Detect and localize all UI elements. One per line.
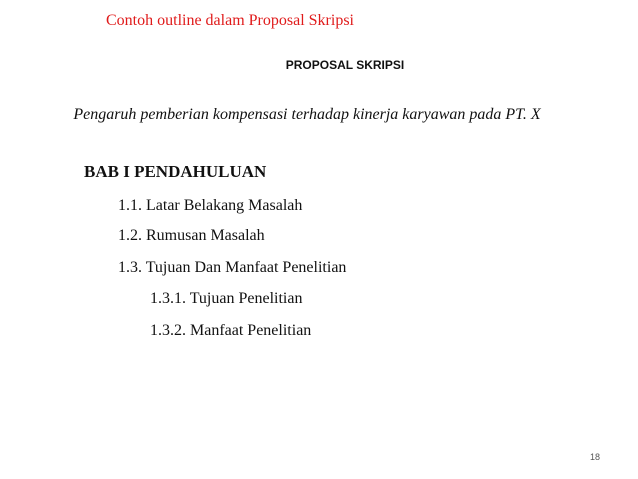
outline-item: 1.3. Tujuan Dan Manfaat Penelitian <box>118 259 347 276</box>
outline-item: 1.2. Rumusan Masalah <box>118 227 265 244</box>
page-number: 18 <box>590 452 601 462</box>
research-title: Pengaruh pemberian kompensasi terhadap kinerja karyawan pada PT. X <box>73 106 541 123</box>
proposal-subtitle: PROPOSAL SKRIPSI <box>285 58 405 72</box>
chapter-heading: BAB I PENDAHULUAN <box>84 162 267 181</box>
outline-item: 1.1. Latar Belakang Masalah <box>118 197 303 214</box>
outline-subitem: 1.3.1. Tujuan Penelitian <box>150 290 303 307</box>
outline-subitem: 1.3.2. Manfaat Penelitian <box>150 322 312 339</box>
slide-heading: Contoh outline dalam Proposal Skripsi <box>106 12 354 29</box>
